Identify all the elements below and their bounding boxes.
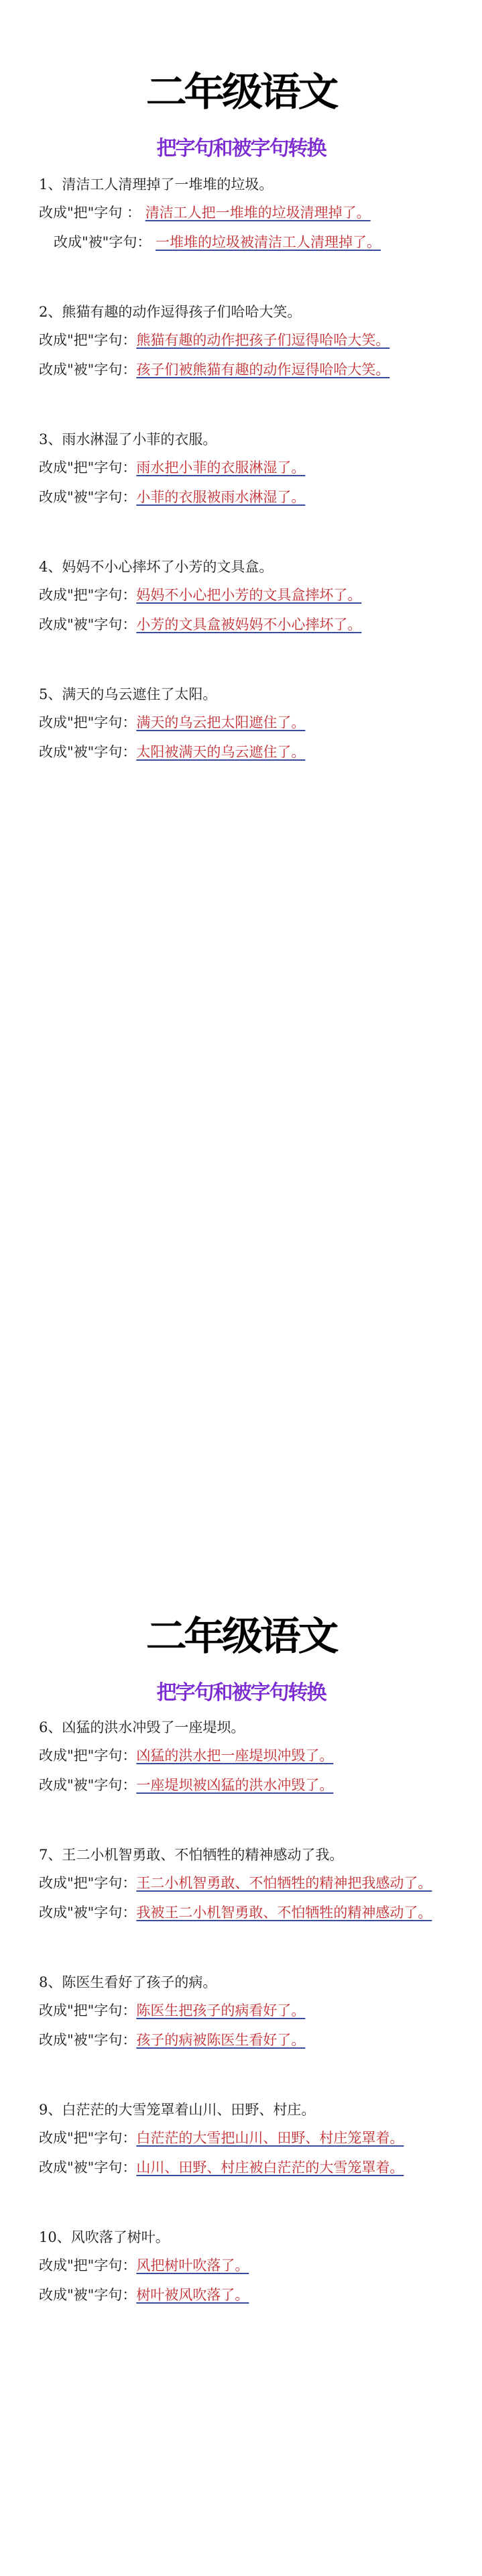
ba-answer: 妈妈不小心把小芳的文具盒摔坏了。 <box>136 587 362 603</box>
ba-label: 改成"把"字句： <box>39 1748 137 1764</box>
exercise-item <box>39 2098 455 2179</box>
ba-answer: 王二小机智勇敢、不怕牺牲的精神把我感动了。 <box>136 1875 432 1891</box>
ba-answer: 熊猫有趣的动作把孩子们逗得哈哈大笑。 <box>136 332 390 348</box>
bei-answer-row <box>39 741 455 763</box>
question-text: 10、风吹落了树叶。 <box>39 2229 170 2245</box>
exercise-item <box>39 1843 455 1924</box>
bei-label: 改成"被"字句： <box>39 489 137 505</box>
question-text: 7、王二小机智勇敢、不怕牺牲的精神感动了我。 <box>39 1847 344 1863</box>
exercise-item <box>39 428 455 508</box>
bei-label: 改成"被"字句： <box>54 234 152 250</box>
bei-answer: 一座堤坝被凶猛的洪水冲毁了。 <box>136 1777 334 1793</box>
ba-label: 改成"把"字句： <box>39 1875 137 1891</box>
ba-answer-row <box>39 1744 455 1767</box>
ba-label: 改成"把"字句： <box>39 587 137 603</box>
question-text: 4、妈妈不小心摔坏了小芳的文具盒。 <box>39 559 274 575</box>
ba-answer-row <box>39 2254 455 2277</box>
ba-label: 改成"把"字句： <box>39 460 137 476</box>
bei-label: 改成"被"字句： <box>39 2032 137 2048</box>
question-text: 5、满天的乌云遮住了太阳。 <box>39 686 217 702</box>
ba-answer-row <box>39 1872 455 1894</box>
bei-answer: 太阳被满天的乌云遮住了。 <box>136 744 306 760</box>
bei-label: 改成"被"字句： <box>39 362 137 378</box>
worksheet-page-2 <box>0 1288 482 2576</box>
page-subtitle: 把字句和被字句转换 <box>156 137 326 160</box>
bei-answer-row <box>39 2156 455 2179</box>
ba-answer: 雨水把小菲的衣服淋湿了。 <box>136 460 306 476</box>
bei-label: 改成"被"字句： <box>39 1904 137 1921</box>
ba-answer-row <box>39 2127 455 2149</box>
bei-label: 改成"被"字句： <box>39 616 137 633</box>
bei-answer-row <box>39 358 455 381</box>
exercise-list <box>39 173 455 770</box>
bei-answer: 小菲的衣服被雨水淋湿了。 <box>136 489 306 505</box>
exercise-item <box>39 1716 455 1796</box>
bei-answer: 孩子的病被陈医生看好了。 <box>136 2032 306 2048</box>
bei-answer-row <box>39 613 455 636</box>
bei-label: 改成"被"字句： <box>39 744 137 760</box>
question-text: 6、凶猛的洪水冲毁了一座堤坝。 <box>39 1719 245 1735</box>
exercise-item <box>39 1971 455 2051</box>
ba-answer: 白茫茫的大雪把山川、田野、村庄笼罩着。 <box>136 2130 404 2146</box>
question-text: 3、雨水淋湿了小菲的衣服。 <box>39 431 217 447</box>
ba-answer-row <box>39 584 455 606</box>
bei-answer-row <box>39 1901 455 1924</box>
page-subtitle: 把字句和被字句转换 <box>156 1681 326 1705</box>
exercise-item <box>39 683 455 763</box>
exercise-item <box>39 555 455 636</box>
ba-label: 改成"把"字句： <box>39 2002 137 2019</box>
bei-answer: 树叶被风吹落了。 <box>136 2287 249 2303</box>
ba-label: 改成"把"字句： <box>39 2257 137 2273</box>
ba-label: 改成"把"字句 ： <box>39 205 141 221</box>
bei-answer: 我被王二小机智勇敢、不怕牺牲的精神感动了。 <box>136 1904 432 1921</box>
ba-answer-row <box>39 329 455 352</box>
bei-answer-row <box>39 231 455 254</box>
bei-answer-row <box>39 486 455 508</box>
exercise-list <box>39 1716 455 2313</box>
exercise-item <box>39 301 455 381</box>
bei-answer: 孩子们被熊猫有趣的动作逗得哈哈大笑。 <box>136 362 390 378</box>
ba-answer: 风把树叶吹落了。 <box>136 2257 249 2273</box>
question-text: 8、陈医生看好了孩子的病。 <box>39 1974 217 1990</box>
ba-label: 改成"把"字句： <box>39 2130 137 2146</box>
ba-answer: 陈医生把孩子的病看好了。 <box>136 2002 306 2019</box>
bei-label: 改成"被"字句： <box>39 2287 137 2303</box>
question-text: 9、白茫茫的大雪笼罩着山川、田野、村庄。 <box>39 2102 316 2118</box>
bei-answer-row <box>39 2284 455 2306</box>
ba-answer-row <box>39 201 455 224</box>
question-text: 2、熊猫有趣的动作逗得孩子们哈哈大笑。 <box>39 304 302 320</box>
page-title: 二年级语文 <box>145 69 337 115</box>
ba-answer: 凶猛的洪水把一座堤坝冲毁了。 <box>136 1748 334 1764</box>
ba-label: 改成"把"字句： <box>39 714 137 731</box>
bei-label: 改成"被"字句： <box>39 2159 137 2176</box>
bei-answer: 一堆堆的垃圾被清洁工人清理掉了。 <box>156 234 381 250</box>
ba-answer-row <box>39 456 455 479</box>
ba-answer-row <box>39 1999 455 2022</box>
question-text: 1、清洁工人清理掉了一堆堆的垃圾。 <box>39 176 274 193</box>
exercise-item <box>39 173 455 254</box>
bei-label: 改成"被"字句： <box>39 1777 137 1793</box>
exercise-item <box>39 2226 455 2306</box>
ba-label: 改成"把"字句： <box>39 332 137 348</box>
bei-answer: 山川、田野、村庄被白茫茫的大雪笼罩着。 <box>136 2159 404 2176</box>
ba-answer: 清洁工人把一堆堆的垃圾清理掉了。 <box>145 205 371 221</box>
ba-answer: 满天的乌云把太阳遮住了。 <box>136 714 306 731</box>
ba-answer-row <box>39 711 455 734</box>
bei-answer: 小芳的文具盒被妈妈不小心摔坏了。 <box>136 616 362 633</box>
bei-answer-row <box>39 2029 455 2051</box>
bei-answer-row <box>39 1774 455 1796</box>
page-title: 二年级语文 <box>145 1613 337 1659</box>
